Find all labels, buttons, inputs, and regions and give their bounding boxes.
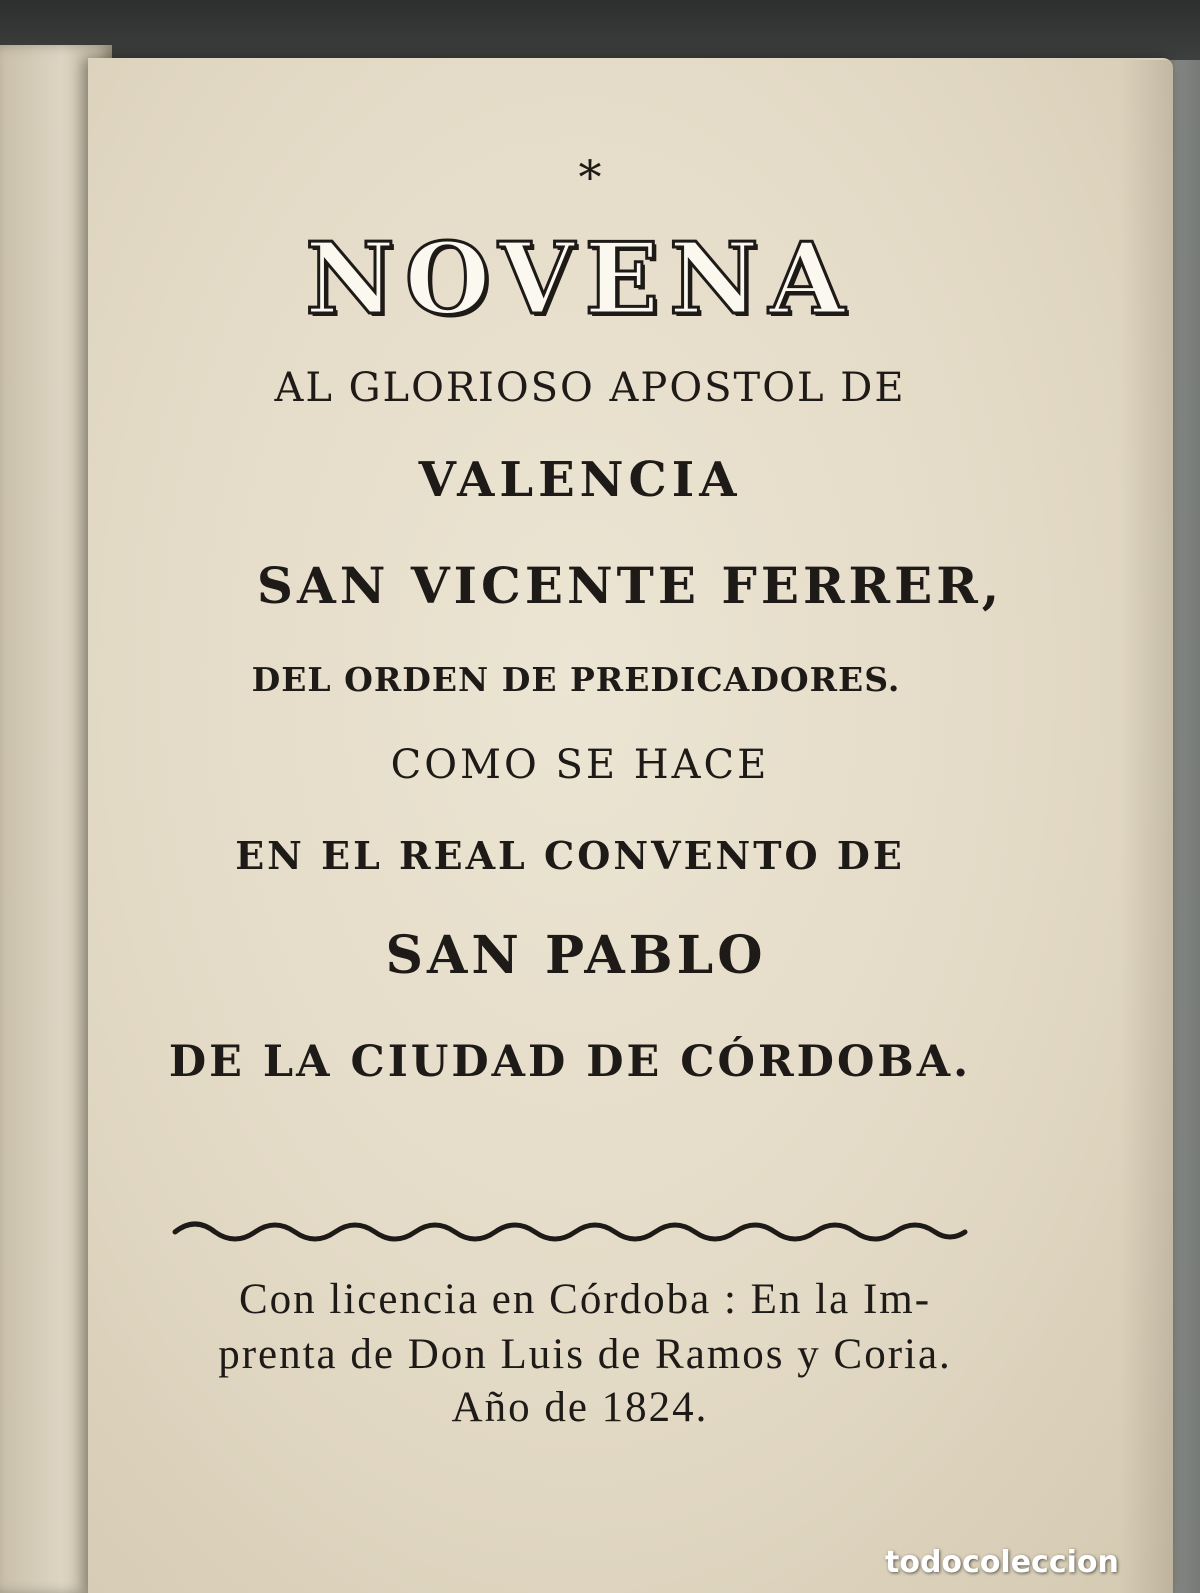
title-line-3: SAN VICENTE FERRER,	[256, 556, 1004, 615]
watermark: todocoleccion	[885, 1545, 1119, 1580]
title-line-1: AL GLORIOSO APOSTOL DE	[274, 365, 906, 411]
ornamental-divider	[170, 1210, 970, 1250]
imprint-line-3: Año de 1824.	[451, 1384, 709, 1431]
ornament-asterisk: *	[578, 150, 602, 204]
title-line-7: SAN PABLO	[385, 925, 767, 986]
title-line-5: COMO SE HACE	[390, 742, 770, 788]
page-edge	[1120, 60, 1175, 1593]
title-line-6: EN EL REAL CONVENTO DE	[235, 833, 905, 878]
imprint-line-2: prenta de Don Luis de Ramos y Coria.	[218, 1331, 952, 1378]
imprint-line-1: Con licencia en Córdoba : En la Im-	[238, 1276, 932, 1323]
title-line-2: VALENCIA	[418, 452, 742, 508]
title-novena: NOVENA	[305, 222, 855, 337]
title-line-4: DEL ORDEN DE PREDICADORES.	[251, 660, 901, 699]
title-line-8: DE LA CIUDAD DE CÓRDOBA.	[168, 1037, 972, 1087]
